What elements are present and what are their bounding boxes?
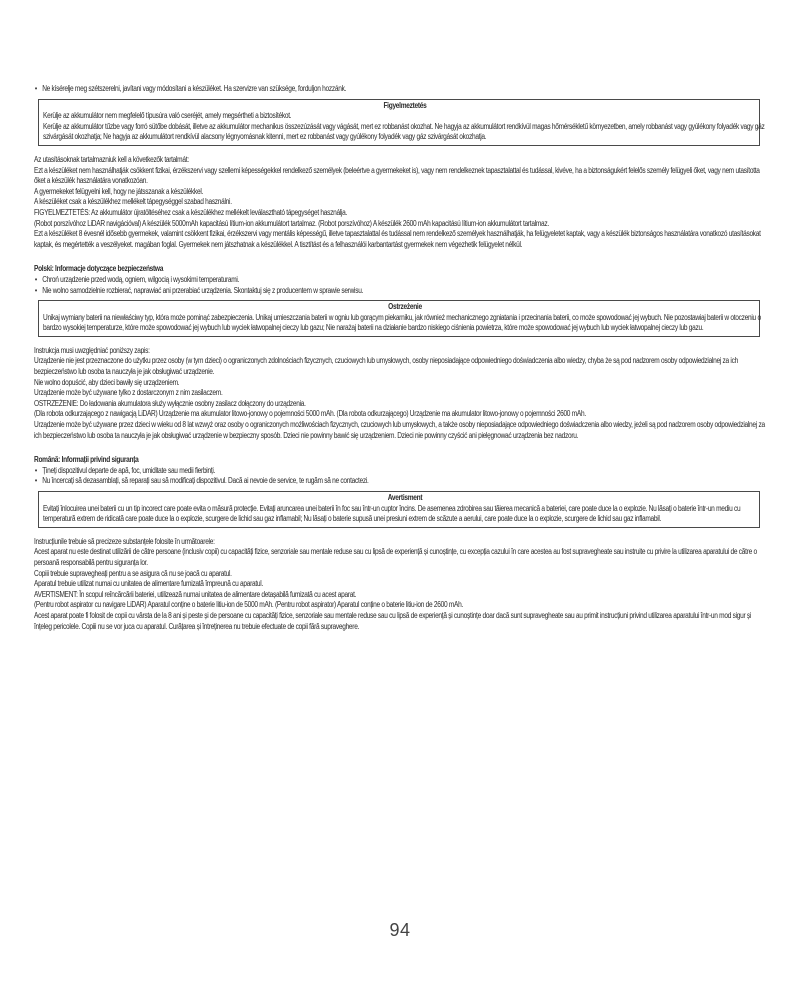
ro-instruction-7: Acest aparat poate fi folosit de copii cu vârsta de la 8 ani și peste și de persoane cu capacități fizice, senzoriale sau mentale reduse sau cu lipsă de experiență și cunoștințe doar dacă sunt supravegheate sau au primit instrucțiuni privind utilizarea aparatului într-un mod sigur și înțeleg pericolele. Copiii nu se vor juca cu aparatul. Curățarea și întreținerea nu trebuie efectuate de copii fără supraveghere.: [34, 610, 752, 631]
hu-warning-box: [38, 99, 765, 146]
pl-heading: Polski: Informacje dotyczące bezpieczeństwa: [34, 264, 164, 274]
pl-instruction-3: Nie wolno dopuścić, aby dzieci bawiły się urządzeniem.: [34, 377, 180, 387]
ro-warning-line-1: Evitați înlocuirea unei baterii cu un tip incorect care poate evita o măsură protecție. Evitați aruncarea unei baterii în foc sau într-un cuptor încins. De asemenea zdrobirea sau tăierea mecanică a bateriei, care poate duce la o explozie. Nu lăsați o baterie într-un mediu cu temperatură extrem de ridicată care poate duce la o explozie, scurgere de lichid sau gaz inflamabil; Nu lăsați o baterie supusă unei presiuni extrem de scăzute a aerului, care poate duce la o explozie, scurgere de lichid sau gaz inflamabil.: [43, 503, 741, 524]
pl-bullet-2: • Nie wolno samodzielnie rozbierać, naprawiać ani przerabiać urządzenia. Skontaktuj się z producentem w sprawie serwisu.: [34, 286, 774, 297]
pl-instruction-2: Urządzenie nie jest przeznaczone do użytku przez osoby (w tym dzieci) o ograniczonych zdolnościach fizycznych, czuciowych lub umysłowych, osoby nieposiadające odpowiedniego doświadczenia albo wiedzy, chyba że są pod nadzorem osoby odpowiedzialnej za ich bezpieczeństwo lub osoba ta nauczyła je jak obsługiwać urządzenie.: [34, 356, 738, 377]
hu-warning-title: Figyelmeztetés: [383, 100, 427, 110]
hu-instruction-6: (Robot porszívóhoz LiDAR navigációval) A készülék 5000mAh kapacitású lítium-ion akkumulátort tartalmaz. (Robot porszívóhoz) A készülék 2600 mAh kapacitású lítium-ion akkumulátort tartalmaz.: [34, 218, 549, 228]
hu-warning-line-1: Kerülje az akkumulátor nem megfelelő típusúra való cseréjét, amely megsértheti a biztosítékot.: [43, 111, 292, 121]
section-polish: [34, 264, 766, 441]
hu-instruction-7: Ezt a készüléket 8 évesnél idősebb gyermekek, valamint csökkent fizikai, érzékszervi vagy mentális képességű, illetve tapasztalattal és tudással nem rendelkező személyek használhatják, ha felügyeletet kaptak, vagy a készülék biztonságos használatára vonatkozó utasításokat kaptak, és megértették a veszélyeket. magában foglal. Gyermekek nem játszhatnak a készülékkel. A tisztítást és a felhasználói karbantartást gyermekek nem végezhetik felügyelet nélkül.: [34, 229, 761, 249]
ro-instruction-4: Aparatul trebuie utilizat numai cu unitatea de alimentare furnizată împreună cu aparatul.: [34, 579, 263, 589]
ro-heading: Română: Informații privind siguranța: [34, 455, 139, 465]
pl-warning-title: Ostrzeżenie: [388, 302, 422, 312]
hu-instruction-5: FIGYELMEZTETÉS: Az akkumulátor újratöltéséhez csak a készülékhez mellékelt leválasztható tápegységet használja.: [34, 207, 348, 217]
ro-instruction-6: (Pentru robot aspirator cu navigare LiDAR) Aparatul conține o baterie litiu-ion de 5000 mAh. (Pentru robot aspirator) Aparatul conține o baterie litiu-ion de 2600 mAh.: [34, 600, 464, 610]
ro-instruction-3: Copiii trebuie supravegheați pentru a se asigura că nu se joacă cu aparatul.: [34, 568, 232, 578]
pl-warning-line-1: Unikaj wymiany baterii na niewłaściwy typ, która może pominąć zabezpieczenia. Unikaj umieszczania baterii w ogniu lub gorącym piekarniku, jak również mechanicznego zgniatania i przecinania baterii, co może spowodować jej wybuch. Nie pozostawiaj baterii w otoczeniu o bardzo wysokiej temperaturze, które może spowodować jej wybuch lub wyciek łatwopalnej cieczy lub gazu; Nie narażaj baterii na działanie bardzo niskiego ciśnienia powietrza, które może spowodować jej wybuch lub wyciek łatwopalnej cieczy lub gazu.: [43, 312, 761, 333]
manual-page: [34, 84, 766, 632]
page-number: 94: [389, 920, 411, 940]
pl-instruction-4: Urządzenie może być używane tylko z dostarczonym z nim zasilaczem.: [34, 388, 223, 398]
pl-instruction-5: OSTRZEŻENIE: Do ładowania akumulatora służy wyłącznie osobny zasilacz dołączony do urządzenia.: [34, 398, 306, 408]
ro-instruction-1: Instrucțiunile trebuie să precizeze substanțele folosite în următoarele:: [34, 536, 215, 546]
hu-instruction-3: A gyermekeket felügyelni kell, hogy ne játsszanak a készülékkel.: [34, 186, 204, 196]
pl-instruction-1: Instrukcja musi uwzględniać poniższy zapis:: [34, 345, 150, 355]
ro-warning-title: Avertisment: [387, 493, 423, 502]
ro-warning-box: [38, 491, 760, 528]
ro-bullet-1: • Țineți dispozitivul departe de apă, foc, umiditate sau medii fierbinți.: [34, 466, 774, 477]
hu-instruction-4: A készüléket csak a készülékhez mellékelt tápegységgel szabad használni.: [34, 197, 232, 207]
pl-bullet-1: • Chroń urządzenie przed wodą, ogniem, wilgocią i wysokimi temperaturami.: [34, 275, 774, 286]
section-hungarian: [34, 84, 766, 250]
ro-instruction-2: Acest aparat nu este destinat utilizării de către persoane (inclusiv copii) cu capacități fizice, senzoriale sau mentale reduse sau cu lipsă de experiență și cunoștințe, cu excepția cazului în care acestea au fost supravegheate sau instruite cu privire la utilizarea aparatului de către o persoană responsabilă pentru siguranța lor.: [34, 547, 757, 567]
pl-instruction-7: Urządzenie może być używane przez dzieci w wieku od 8 lat wzwyż oraz osoby o ograniczonych możliwościach fizycznych, czuciowych lub umysłowych, a także osoby nieposiadające odpowiedniego doświadczenia albo wiedzy, jeżeli są pod nadzorem osoby odpowiedzialnej za ich bezpieczeństwo lub osoba ta nauczyła je jak obsługiwać urządzenie w bezpieczny sposób. Dzieci nie powinny bawić się urządzeniem. Dzieci nie powinny czyścić ani pielęgnować urządzenia bez nadzoru.: [34, 420, 765, 440]
ro-instruction-5: AVERTISMENT: În scopul reîncărcării bateriei, utilizează numai unitatea de alimentare detașabilă furnizată cu acest aparat.: [34, 589, 357, 599]
hu-instruction-2: Ezt a készüléket nem használhatják csökkent fizikai, érzékszervi vagy szellemi képességekkel rendelkező személyek (beleértve a gyermekeket is), vagy nem rendelkeznek tapasztalattal és tudással, kivéve, ha a biztonságukért felelős személy felügyeli őket, vagy nem utasította őket a készülék használatára vonatkozóan.: [34, 165, 760, 186]
pl-warning-box: [38, 300, 760, 337]
section-romanian: [34, 455, 766, 632]
ro-bullet-2: • Nu încercați să dezasamblați, să reparați sau să modificați dispozitivul. Dacă ai nevoie de service, te rugăm să ne contactezi.: [34, 476, 774, 487]
pl-instruction-6: (Dla robota odkurzającego z nawigacją LiDAR) Urządzenie ma akumulator litowo-jonowy o pojemności 5000 mAh. (Dla robota odkurzającego) Urządzenie ma akumulator litowo-jonowy o pojemności 2600 mAh.: [34, 409, 586, 419]
hu-instruction-1: Az utasításoknak tartalmazniuk kell a következők tartalmát:: [34, 154, 189, 164]
hu-bullet-1: • Ne kísérelje meg szétszerelni, javítani vagy módosítani a készüléket. Ha szervizre van szüksége, forduljon hozzánk.: [34, 84, 774, 95]
hu-warning-line-2: Kerülje az akkumulátor tűzbe vagy forró sütőbe dobását, illetve az akkumulátor mechanikus összezúzását vagy vágását, mert ez robbanást okozhat. Ne hagyja az akkumulátort rendkívül magas hőmérsékletű környezetben, amely robbanást vagy gyúlékony folyadék vagy gáz szivárgását okozhatja; Ne hagyja az akkumulátort rendkívül alacsony légnyomásnak kitenni, mert ez robbanást vagy gyúlékony folyadék vagy gáz szivárgását okozhatja.: [43, 121, 765, 142]
